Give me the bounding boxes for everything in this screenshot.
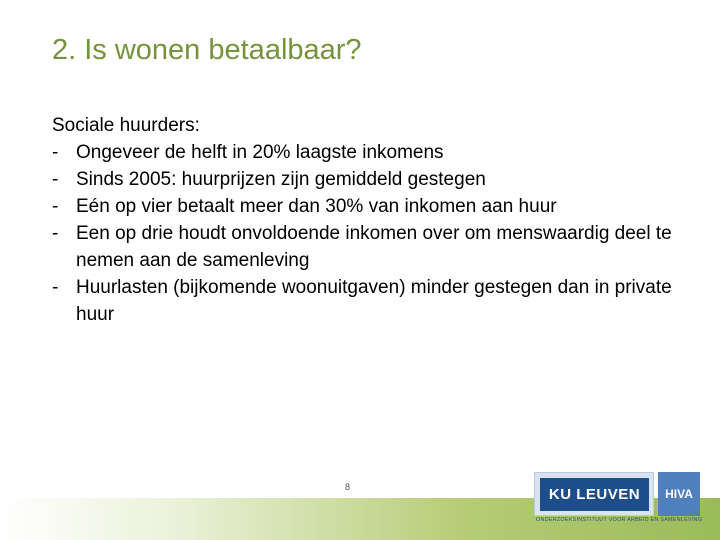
bullet-text: Ongeveer de helft in 20% laagste inkomens	[76, 142, 444, 163]
slide-content	[52, 112, 702, 328]
bullet-dash: -	[52, 196, 59, 217]
bullet-list	[52, 139, 702, 328]
bullet-item	[52, 193, 702, 220]
bullet-dash: -	[52, 277, 59, 298]
bullet-text: Huurlasten (bijkomende woonuitgaven) minder gestegen dan in private huur	[76, 277, 672, 325]
logo-tagline: ONDERZOEKSINSTITUUT VOOR ARBEID EN SAMENLEVING	[536, 517, 703, 523]
bullet-item	[52, 274, 702, 328]
page-number: 8	[345, 482, 351, 492]
bullet-dash: -	[52, 169, 59, 190]
bullet-text: Sinds 2005: huurprijzen zijn gemiddeld gestegen	[76, 169, 486, 190]
bullet-text: Een op drie houdt onvoldoende inkomen over om menswaardig deel te nemen aan de samenleving	[76, 223, 672, 271]
slide-title: 2. Is wonen betaalbaar?	[52, 34, 362, 66]
bullet-dash: -	[52, 223, 59, 244]
ku-leuven-logo	[534, 472, 654, 516]
ku-leuven-wordmark: KU LEUVEN	[540, 478, 649, 511]
bullet-dash: -	[52, 142, 59, 163]
hiva-logo: HIVA	[658, 472, 700, 516]
bullet-item	[52, 220, 702, 274]
bullet-text: Eén op vier betaalt meer dan 30% van inkomen aan huur	[76, 196, 557, 217]
content-heading: Sociale huurders:	[52, 115, 200, 136]
institution-logo	[534, 472, 703, 526]
bullet-item	[52, 166, 702, 193]
bullet-item	[52, 139, 702, 166]
